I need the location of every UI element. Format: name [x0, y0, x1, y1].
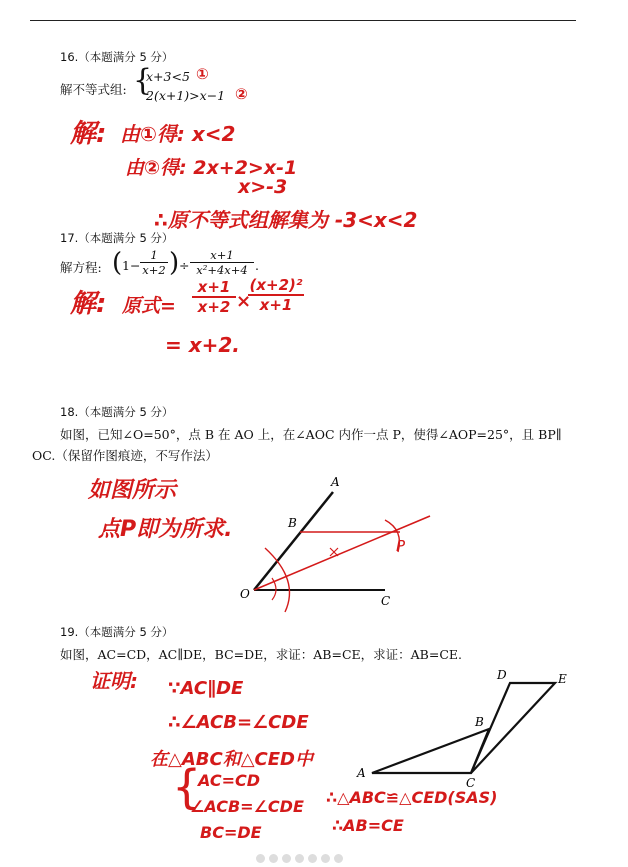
- q19-answer-brace: {: [172, 760, 202, 814]
- page-dot[interactable]: [256, 854, 265, 863]
- page-indicator[interactable]: [256, 848, 347, 867]
- q18-label-b: B: [288, 516, 297, 530]
- page-dot[interactable]: [334, 854, 343, 863]
- q17-answer-times: ×: [236, 291, 252, 312]
- q16-heading: 16.（本题满分 5 分）: [60, 50, 174, 64]
- q19-label-a: A: [357, 766, 366, 780]
- q19-label-c: C: [466, 776, 476, 790]
- q19-label-d: D: [497, 668, 507, 682]
- page-dot[interactable]: [295, 854, 304, 863]
- q18-label-p: P: [396, 537, 406, 555]
- q18-figure: [240, 475, 430, 612]
- q19-answer-proof: 证明:: [90, 669, 138, 693]
- q17-answer-frac1-num: x+1: [197, 278, 231, 296]
- q16-answer-step3: x>-3: [238, 176, 288, 198]
- q17-frac2-den: x²+4x+4: [190, 262, 254, 277]
- q18-answer-line2: 点P即为所求.: [98, 517, 233, 542]
- q19-line1: 如图，AC=CD，AC∥DE，BC=DE，求证：AB=CE，求证：AB=CE.: [60, 647, 462, 662]
- q18-intersection-mark: [330, 548, 338, 556]
- q16-answer-jie: 解:: [70, 119, 107, 149]
- q17-period: .: [255, 258, 259, 273]
- q18-line1: 如图，已知∠O=50°，点 B 在 AO 上，在∠AOC 内作一点 P，使得∠AOP=25°，且 BP∥: [60, 427, 562, 442]
- q17-prompt: 解方程:: [60, 260, 102, 275]
- q18-heading: 18.（本题满分 5 分）: [60, 405, 174, 419]
- q18-label-c: C: [381, 594, 391, 608]
- q17-frac1-num: 1: [150, 248, 158, 262]
- q17-answer-frac2-num: (x+2)²: [249, 276, 303, 294]
- q18-line2: OC.（保留作图痕迹，不写作法）: [32, 448, 218, 463]
- q19-heading: 19.（本题满分 5 分）: [60, 625, 174, 639]
- q18-answer-line1: 如图所示: [88, 478, 177, 503]
- q16-answer-step2: 由②得: 2x+2>x-1: [125, 157, 298, 179]
- q16-tag2: ②: [235, 85, 248, 103]
- page-dot[interactable]: [321, 854, 330, 863]
- q16-ineq1: x+3<5: [146, 69, 190, 84]
- q16-brace: {: [133, 63, 153, 98]
- q18-label-a: A: [331, 475, 340, 489]
- q19-answer-c2: ∠ACB=∠CDE: [190, 797, 304, 816]
- q17-one: 1−: [122, 258, 141, 273]
- page-dot[interactable]: [308, 854, 317, 863]
- q17-heading: 17.（本题满分 5 分）: [60, 231, 174, 245]
- q17-answer-yuanshi: 原式=: [122, 295, 176, 317]
- q18-ray-oa: [254, 492, 333, 590]
- q17-answer-result: = x+2.: [165, 333, 240, 357]
- q19-answer-s4: ∴△ABC≌△CED(SAS): [326, 788, 498, 807]
- q19-answer-s1: ∵AC∥DE: [168, 678, 244, 699]
- page-dot[interactable]: [269, 854, 278, 863]
- q19-figure: [356, 668, 567, 790]
- q17-frac2-num: x+1: [210, 248, 234, 262]
- q16-answer-conclusion: ∴原不等式组解集为 -3<x<2: [154, 208, 418, 232]
- q19-answer-c1: AC=CD: [198, 771, 261, 790]
- q16-answer-step1: 由①得: x<2: [120, 122, 236, 146]
- q17-answer-jie: 解:: [70, 289, 107, 319]
- q16-tag1: ①: [196, 65, 209, 83]
- q19-label-e: E: [558, 672, 567, 686]
- q16-ineq2: 2(x+1)>x−1: [146, 88, 226, 103]
- q18-label-o: O: [240, 587, 250, 601]
- q19-answer-s2: ∴∠ACB=∠CDE: [168, 712, 309, 733]
- q19-triangle-abc: [372, 729, 489, 773]
- q19-answer-c3: BC=DE: [200, 823, 262, 842]
- q19-label-b: B: [475, 715, 484, 729]
- q19-answer-s3: 在△ABC和△CED中: [150, 749, 313, 770]
- q17-answer-frac2-den: x+1: [248, 294, 304, 314]
- q17-lparen: (: [112, 248, 123, 278]
- q17-answer-frac1-den: x+2: [192, 296, 236, 316]
- q19-answer-s5: ∴AB=CE: [332, 816, 404, 835]
- page-dot[interactable]: [282, 854, 291, 863]
- q17-rparen: ): [169, 248, 180, 278]
- q17-divide: ÷: [179, 258, 190, 273]
- q17-frac1-den: x+2: [140, 262, 168, 277]
- q16-prompt: 解不等式组:: [60, 82, 127, 97]
